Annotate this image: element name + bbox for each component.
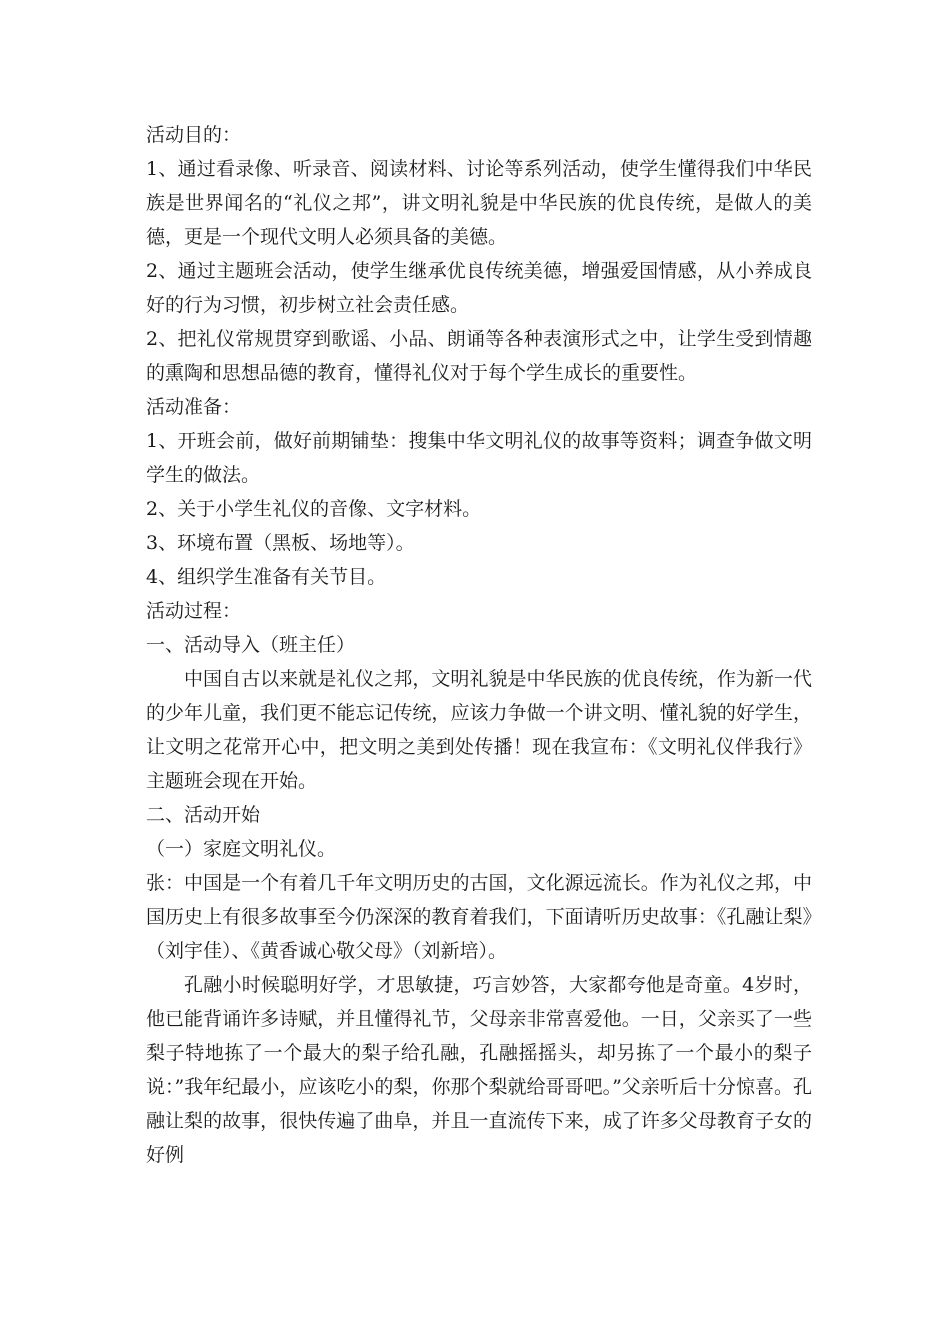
- heading-activity-purpose: 活动目的：: [146, 124, 242, 146]
- preparation-item-4: 4、组织学生准备有关节目。: [146, 566, 387, 588]
- section-introduction-heading: 一、活动导入（班主任）: [146, 634, 356, 656]
- purpose-item-2: 2、通过主题班会活动，使学生继承优良传统美德，增强爱国情感，从小养成良好的行为习惯，初步树立社会责任感。: [146, 260, 812, 316]
- preparation-item-3: 3、环境布置（黑板、场地等）。: [146, 532, 415, 554]
- heading-activity-preparation: 活动准备：: [146, 396, 242, 418]
- preparation-item-2: 2、关于小学生礼仪的音像、文字材料。: [146, 498, 482, 520]
- heading-activity-process: 活动过程：: [146, 600, 242, 622]
- section-activity-start-heading: 二、活动开始: [146, 804, 261, 826]
- introduction-paragraph: 中国自古以来就是礼仪之邦，文明礼貌是中华民族的优良传统，作为新一代的少年儿童，我们更不能忘记传统，应该力争做一个讲文明、懂礼貌的好学生，让文明之花常开心中，把文明之美到处传播！现在我宣布：《文明礼仪伴我行》主题班会现在开始。: [146, 668, 812, 792]
- kong-rong-story-paragraph: 孔融小时候聪明好学，才思敏捷，巧言妙答，大家都夸他是奇童。4岁时，他已能背诵许多诗赋，并且懂得礼节，父母亲非常喜爱他。一日，父亲买了一些梨子特地拣了一个最大的梨子给孔融，孔融摇摇头，却另拣了一个最小的梨子说：”我年纪最小，应该吃小的梨，你那个梨就给哥哥吧。”父亲听后十分惊喜。孔融让梨的故事，很快传遍了曲阜，并且一直流传下来，成了许多父母教育子女的好例: [146, 974, 812, 1166]
- preparation-item-1: 1、开班会前，做好前期铺垫：搜集中华文明礼仪的故事等资料；调查争做文明学生的做法。: [146, 430, 812, 486]
- subsection-family-etiquette-heading: （一）家庭文明礼仪。: [146, 838, 337, 860]
- zhang-speech-paragraph: 张：中国是一个有着几千年文明历史的古国，文化源远流长。作为礼仪之邦，中国历史上有很多故事至今仍深深的教育着我们，下面请听历史故事：《孔融让梨》（刘宇佳）、《黄香诚心敬父母》（刘新培）。: [146, 872, 812, 962]
- document-body: [146, 118, 812, 1172]
- purpose-item-3: 2、把礼仪常规贯穿到歌谣、小品、朗诵等各种表演形式之中，让学生受到情趣的熏陶和思想品德的教育，懂得礼仪对于每个学生成长的重要性。: [146, 328, 812, 384]
- purpose-item-1: 1、通过看录像、听录音、阅读材料、讨论等系列活动，使学生懂得我们中华民族是世界闻名的“礼仪之邦”，讲文明礼貌是中华民族的优良传统，是做人的美德，更是一个现代文明人必须具备的美德。: [146, 158, 812, 248]
